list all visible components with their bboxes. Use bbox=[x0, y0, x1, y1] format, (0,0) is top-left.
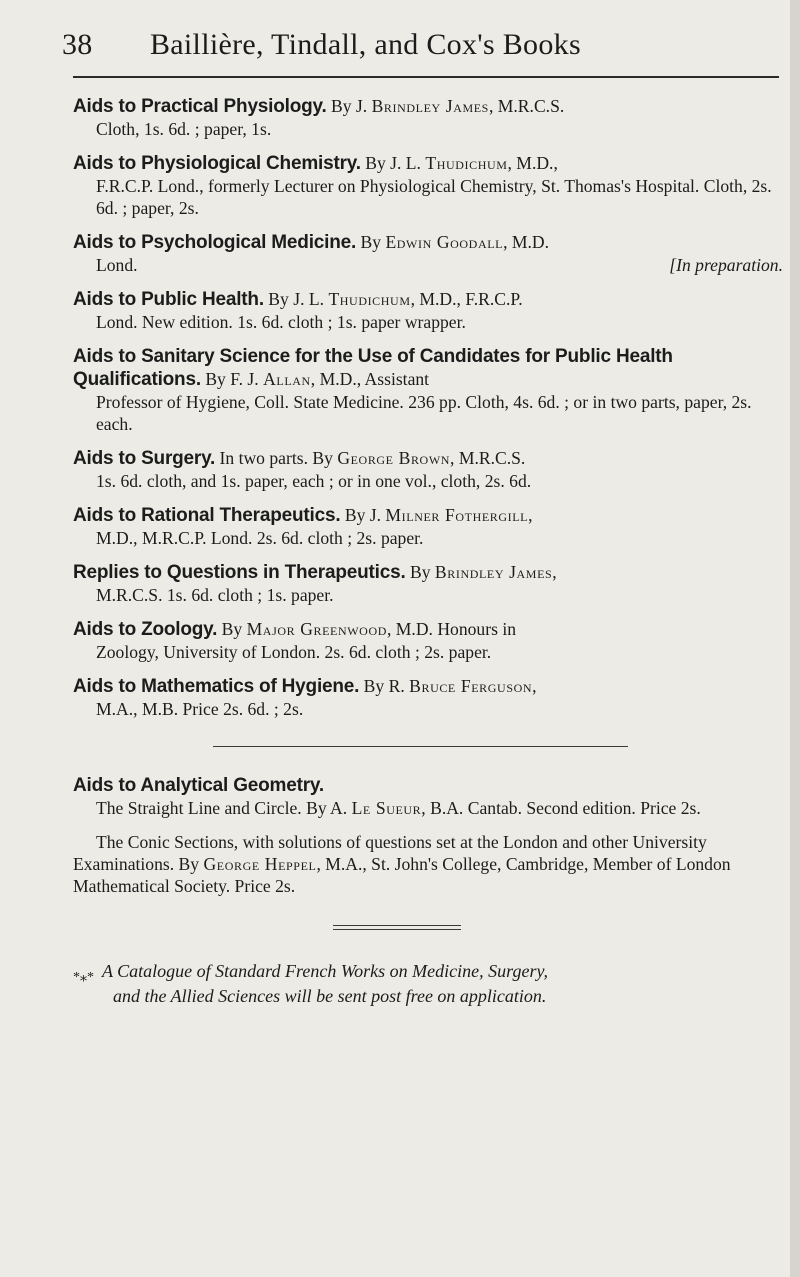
author-name: Brindley James bbox=[371, 96, 489, 116]
note-line-2: and the Allied Sciences will be sent post free on application. bbox=[113, 986, 547, 1006]
page-edge bbox=[790, 0, 800, 1277]
author-name: Allan bbox=[263, 369, 311, 389]
book-entry: Aids to Surgery. In two parts. By George Brown, M.R.C.S. 1s. 6d. cloth, and 1s. paper, each ; or in one vol., cloth, 2s. 6d. bbox=[73, 447, 783, 492]
author-name: George Heppel bbox=[203, 854, 317, 874]
header-rule bbox=[73, 76, 779, 78]
book-details: Lond. bbox=[96, 255, 138, 275]
author-name: Edwin Goodall bbox=[385, 232, 504, 252]
catalogue-note bbox=[73, 960, 783, 1008]
author-name: Milner Fothergill bbox=[385, 505, 529, 525]
book-title: Aids to Physiological Chemistry. bbox=[73, 153, 361, 174]
book-details: M.D., M.R.C.P. Lond. 2s. 6d. cloth ; 2s. paper. bbox=[96, 528, 424, 548]
author-name: Thudichum bbox=[328, 289, 411, 309]
book-title: Aids to Sanitary Science for the Use of Candidates for Public Health Qualifications. bbox=[73, 346, 673, 390]
book-details: F.R.C.P. Lond., formerly Lecturer on Physiological Chemistry, St. Thomas's Hospital. Cloth, 2s. 6d. ; paper, 2s. bbox=[96, 176, 772, 218]
book-details: Professor of Hygiene, Coll. State Medicine. 236 pp. Cloth, 4s. 6d. ; or in two parts, paper, 2s. each. bbox=[96, 392, 752, 434]
author-name: Bruce Ferguson bbox=[409, 676, 533, 696]
running-title: Baillière, Tindall, and Cox's Books bbox=[150, 28, 581, 61]
note-line-1: A Catalogue of Standard French Works on Medicine, Surgery, bbox=[102, 961, 548, 981]
book-entry: Aids to Mathematics of Hygiene. By R. Bruce Ferguson, M.A., M.B. Price 2s. 6d. ; 2s. bbox=[73, 675, 783, 720]
asterism: *⁎* bbox=[73, 970, 94, 985]
book-title: Aids to Surgery. bbox=[73, 448, 216, 469]
book-entry: Aids to Psychological Medicine. By Edwin Goodall, M.D. Lond. [In preparation. bbox=[73, 232, 783, 275]
book-title: Replies to Questions in Therapeutics. bbox=[73, 562, 406, 583]
book-entry: Aids to Public Health. By J. L. Thudichum, M.D., F.R.C.P. Lond. New edition. 1s. 6d. cloth ; 1s. paper wrapper. bbox=[73, 288, 783, 333]
book-entry: Aids to Practical Physiology. By J. Brindley James, M.R.C.S. Cloth, 1s. 6d. ; paper, 1s. bbox=[73, 95, 783, 140]
book-title: Aids to Zoology. bbox=[73, 619, 218, 640]
book-details: 1s. 6d. cloth, and 1s. paper, each ; or in one vol., cloth, 2s. 6d. bbox=[96, 471, 532, 491]
preparation-note: [In preparation. bbox=[669, 255, 783, 275]
book-title: Aids to Psychological Medicine. bbox=[73, 232, 357, 253]
book-details: M.A., M.B. Price 2s. 6d. ; 2s. bbox=[96, 699, 304, 719]
author-name: George Brown bbox=[337, 448, 451, 468]
book-entry: Aids to Sanitary Science for the Use of Candidates for Public Health Qualifications. By F. J. Allan, M.D., Assistant Professor of Hygiene, Coll. State Medicine. 236 pp. Cloth, 4s. 6d. ; or in two parts, paper, 2s. each. bbox=[73, 345, 783, 435]
geometry-entry bbox=[73, 775, 783, 897]
geometry-part-two: The Conic Sections, with solutions of questions set at the London and other University Examinations. By George Heppel, M.A., St. John's College, Cambridge, Member of London Mathematical Society. Price 2s. bbox=[73, 832, 731, 896]
book-title: Aids to Rational Therapeutics. bbox=[73, 505, 341, 526]
double-rule bbox=[333, 925, 461, 930]
book-entry: Replies to Questions in Therapeutics. By Brindley James, M.R.C.S. 1s. 6d. cloth ; 1s. paper. bbox=[73, 561, 783, 606]
author-name: Major Greenwood bbox=[246, 619, 387, 639]
book-details: M.R.C.S. 1s. 6d. cloth ; 1s. paper. bbox=[96, 585, 334, 605]
author-name: Brindley James bbox=[434, 562, 553, 582]
book-title: Aids to Public Health. bbox=[73, 289, 264, 310]
geometry-part-one: The Straight Line and Circle. By A. Le Sueur, B.A. Cantab. Second edition. Price 2s. bbox=[96, 798, 701, 818]
book-entry: Aids to Zoology. By Major Greenwood, M.D. Honours in Zoology, University of London. 2s. 6d. cloth ; 2s. paper. bbox=[73, 618, 783, 663]
catalogue-listing bbox=[73, 95, 783, 1008]
book-title: Aids to Practical Physiology. bbox=[73, 96, 327, 117]
page-number: 38 bbox=[62, 28, 93, 61]
author-name: Le Sueur bbox=[351, 798, 422, 818]
book-entry: Aids to Rational Therapeutics. By J. Milner Fothergill, M.D., M.R.C.P. Lond. 2s. 6d. cloth ; 2s. paper. bbox=[73, 504, 783, 549]
author-name: Thudichum bbox=[425, 153, 508, 173]
page-header bbox=[62, 28, 762, 62]
book-details: Zoology, University of London. 2s. 6d. cloth ; 2s. paper. bbox=[96, 642, 492, 662]
book-title: Aids to Mathematics of Hygiene. bbox=[73, 676, 360, 697]
book-entry: Aids to Physiological Chemistry. By J. L. Thudichum, M.D., F.R.C.P. Lond., formerly Lecturer on Physiological Chemistry, St. Thomas's Hospital. Cloth, 2s. 6d. ; paper, 2s. bbox=[73, 152, 783, 219]
book-details: Cloth, 1s. 6d. ; paper, 1s. bbox=[96, 119, 272, 139]
book-details: Lond. New edition. 1s. 6d. cloth ; 1s. paper wrapper. bbox=[96, 312, 466, 332]
section-rule bbox=[213, 746, 628, 747]
book-title: Aids to Analytical Geometry. bbox=[73, 775, 324, 796]
